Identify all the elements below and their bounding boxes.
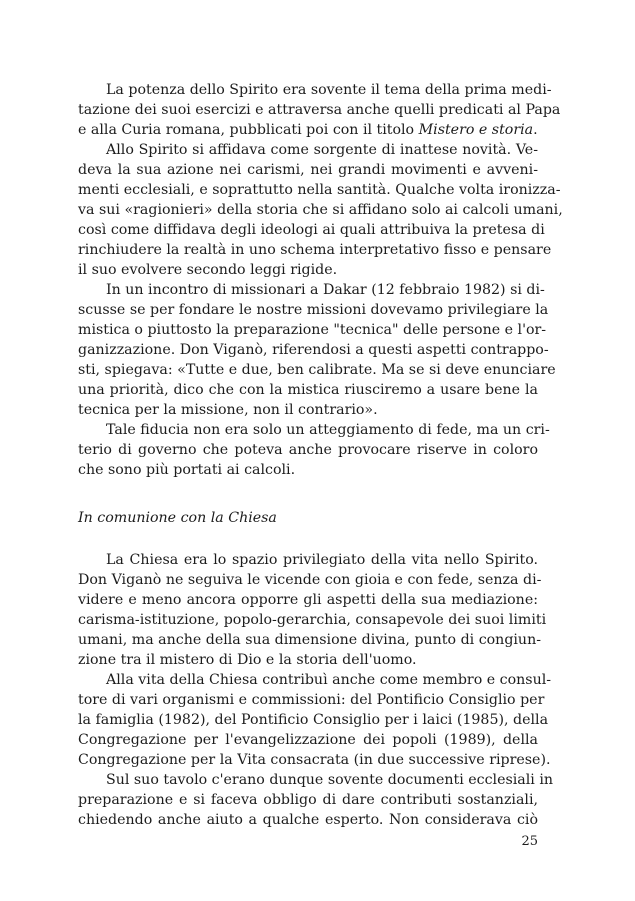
text-line: umani, ma anche della sua dimensione divina, punto di congiun- xyxy=(78,632,542,648)
text-line: sti, spiegava: «Tutte e due, ben calibrate. Ma se si deve enunciare xyxy=(78,362,556,378)
text-segment: . xyxy=(533,122,538,138)
text-line: che sono più portati ai calcoli. xyxy=(78,462,296,478)
text-line: chiedendo anche aiuto a qualche esperto. Non considerava ciò xyxy=(78,812,538,828)
text-line: rinchiudere la realtà in uno schema interpretativo fisso e pensare xyxy=(78,242,552,258)
text-line: tore di vari organismi e commissioni: del Pontificio Consiglio per xyxy=(78,692,545,708)
text-line: La potenza dello Spirito era sovente il tema della prima medi- xyxy=(106,82,552,98)
text-line: una priorità, dico che con la mistica riusciremo a usare bene la xyxy=(78,382,538,398)
text-line: così come diffidava degli ideologi ai quali attribuiva la pretesa di xyxy=(78,222,545,238)
section-heading: In comunione con la Chiesa xyxy=(78,510,277,526)
text-line: va sui «ragionieri» della storia che si affidano solo ai calcoli umani, xyxy=(78,202,563,218)
text-line: carisma-istituzione, popolo-gerarchia, consapevole dei suoi limiti xyxy=(78,612,547,628)
text-line: il suo evolvere secondo leggi rigide. xyxy=(78,262,338,278)
text-line: La Chiesa era lo spazio privilegiato della vita nello Spirito. xyxy=(106,552,538,568)
text-line: Tale fiducia non era solo un atteggiamento di fede, ma un cri- xyxy=(106,422,550,438)
text-line: Don Viganò ne seguiva le vicende con gioia e con fede, senza di- xyxy=(78,572,542,588)
text-line: preparazione e si faceva obbligo di dare contributi sostanziali, xyxy=(78,792,538,808)
text-line: terio di governo che poteva anche provocare riserve in coloro xyxy=(78,442,538,458)
text-line: zione tra il mistero di Dio e la storia dell'uomo. xyxy=(78,652,417,668)
text-line: Alla vita della Chiesa contribuì anche come membro e consul- xyxy=(106,672,552,688)
text-line: Congregazione per l'evangelizzazione dei popoli (1989), della xyxy=(78,732,538,748)
text-line: tecnica per la missione, non il contrario». xyxy=(78,402,378,418)
book-title: Mistero e storia xyxy=(418,122,534,138)
text-line: Allo Spirito si affidava come sorgente di inattese novità. Ve- xyxy=(106,142,538,158)
text-line: In un incontro di missionari a Dakar (12 febbraio 1982) si di- xyxy=(106,282,545,298)
page-number: 25 xyxy=(521,834,538,849)
text-line: menti ecclesiali, e soprattutto nella santità. Qualche volta ironizza- xyxy=(78,182,561,198)
text-line: videre e meno ancora opporre gli aspetti della sua mediazione: xyxy=(78,592,538,608)
text-line: Congregazione per la Vita consacrata (in due successive riprese). xyxy=(78,752,551,768)
text-line: la famiglia (1982), del Pontificio Consiglio per i laici (1985), della xyxy=(78,712,549,728)
text-line: deva la sua azione nei carismi, nei grandi movimenti e avveni- xyxy=(78,162,538,178)
text-line xyxy=(78,120,538,140)
text-line: tazione dei suoi esercizi e attraversa anche quelli predicati al Papa xyxy=(78,102,561,118)
text-line: scusse se per fondare le nostre missioni dovevamo privilegiare la xyxy=(78,302,549,318)
text-line: ganizzazione. Don Viganò, riferendosi a questi aspetti contrappo- xyxy=(78,342,549,358)
text-line: Sul suo tavolo c'erano dunque sovente documenti ecclesiali in xyxy=(106,772,554,788)
text-segment: e alla Curia romana, pubblicati poi con il titolo xyxy=(78,122,419,138)
text-line: mistica o piuttosto la preparazione "tecnica" delle persone e l'or- xyxy=(78,322,547,338)
